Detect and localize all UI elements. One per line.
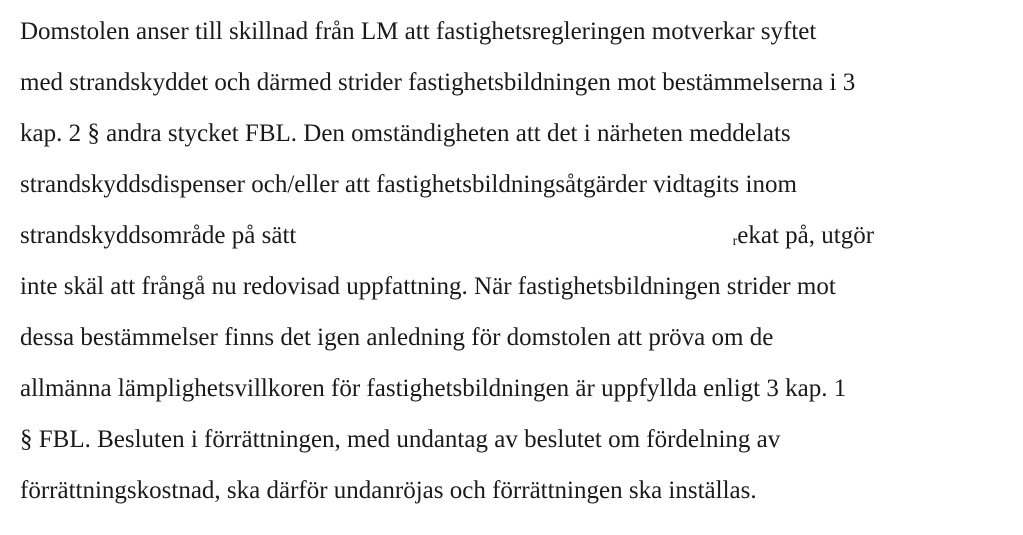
text-line: förrättningskostnad, ska därför undanröjas och förrättningen ska inställas. bbox=[20, 477, 757, 504]
text-after-redaction: ekat på, utgör bbox=[737, 222, 875, 249]
redaction-edge-fragment: r bbox=[732, 234, 738, 249]
text-line: inte skäl att frångå nu redovisad uppfattning. När fastighetsbildningen strider mot bbox=[20, 273, 836, 300]
redaction-block bbox=[303, 221, 741, 251]
text-line: § FBL. Besluten i förrättningen, med undantag av beslutet om fördelning av bbox=[20, 426, 781, 453]
text-line: med strandskyddet och därmed strider fastighetsbildningen mot bestämmelserna i 3 bbox=[20, 69, 856, 96]
text-line: kap. 2 § andra stycket FBL. Den omständigheten att det i närheten meddelats bbox=[20, 120, 791, 147]
text-line: Domstolen anser till skillnad från LM att fastighetsregleringen motverkar syftet bbox=[20, 18, 817, 45]
text-before-redaction: strandskyddsområde på sätt bbox=[20, 222, 297, 249]
text-line: strandskyddsdispenser och/eller att fastighetsbildningsåtgärder vidtagits inom bbox=[20, 171, 797, 198]
document-paragraph bbox=[20, 12, 1010, 522]
text-line-redacted bbox=[20, 216, 1010, 267]
text-line: allmänna lämplighetsvillkoren för fastighetsbildningen är uppfyllda enligt 3 kap. 1 bbox=[20, 375, 847, 402]
text-line: dessa bestämmelser finns det igen anledning för domstolen att pröva om de bbox=[20, 324, 774, 351]
